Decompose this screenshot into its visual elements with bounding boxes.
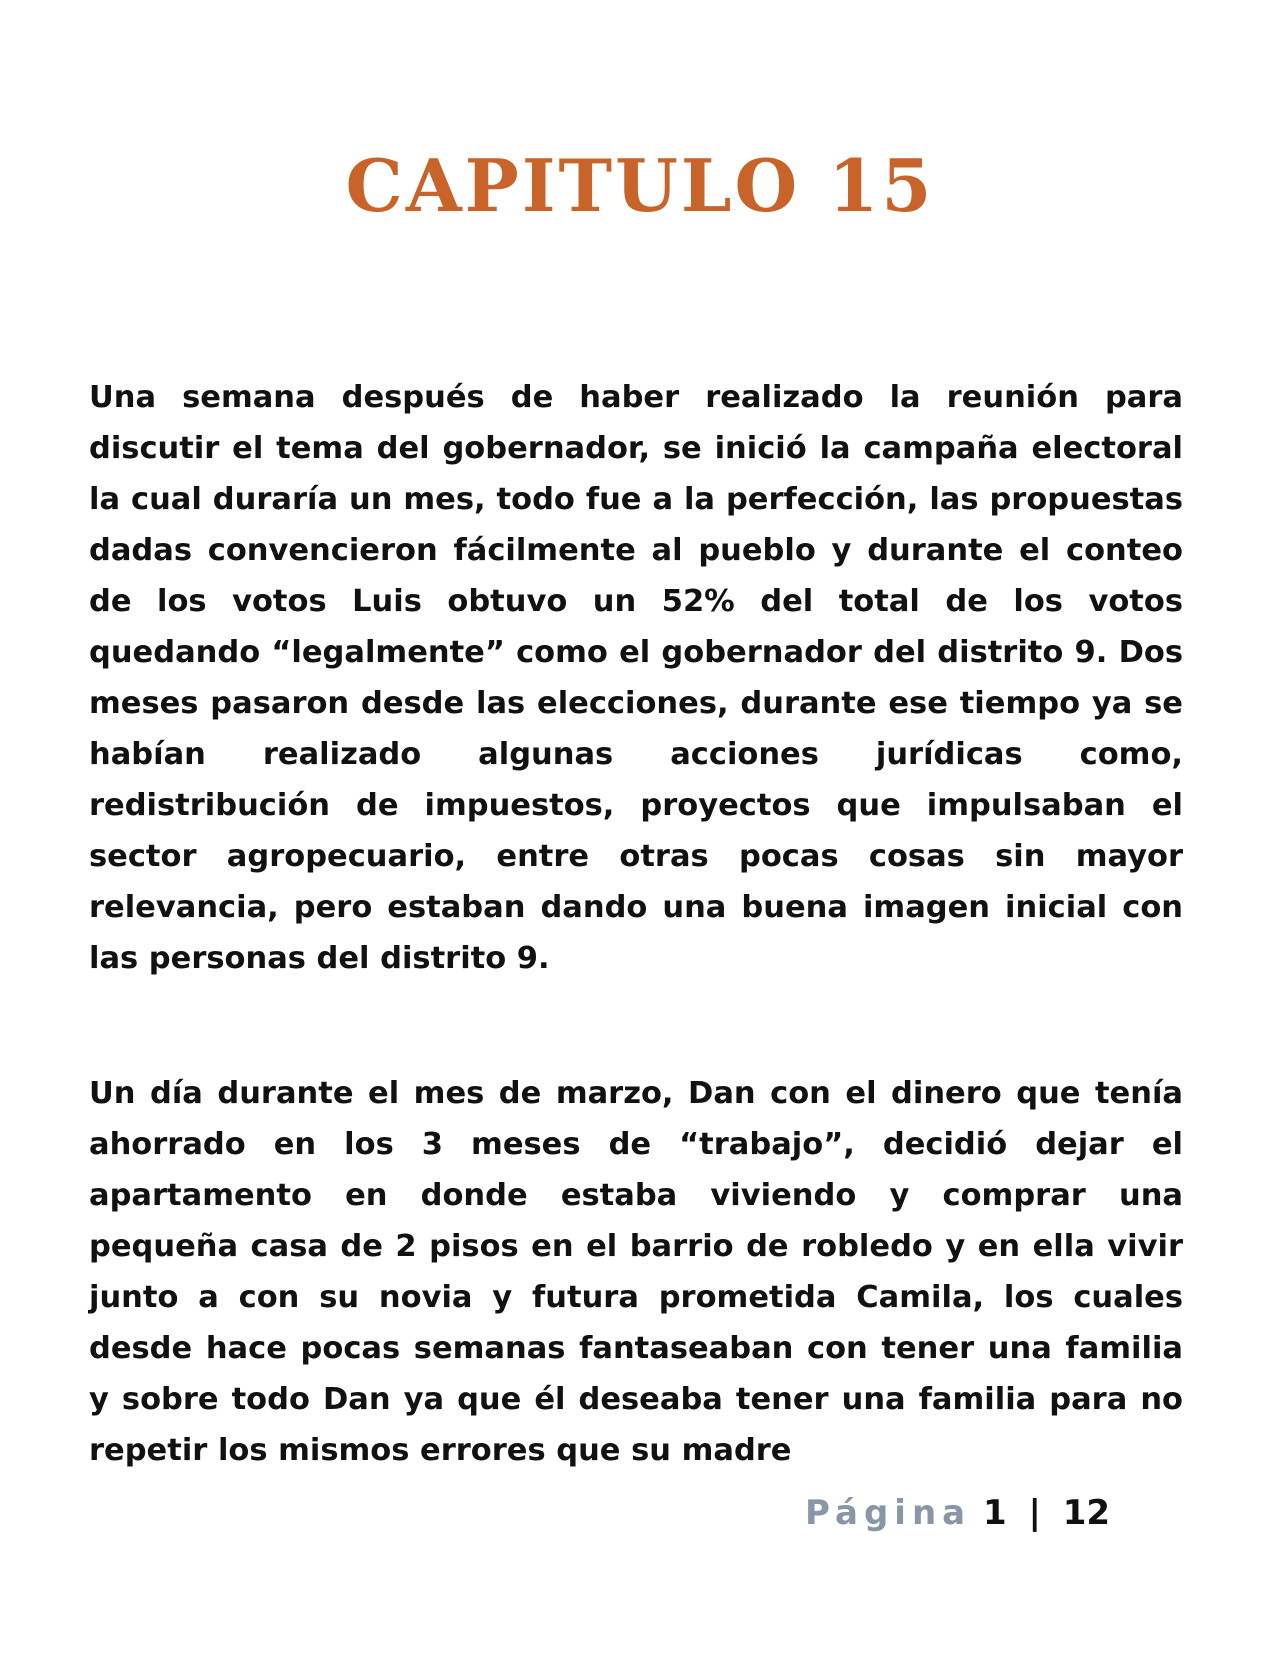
paragraph-2: Un día durante el mes de marzo, Dan con el dinero que tenía ahorrado en los 3 meses de “trabajo”, decidió dejar el apartamento en donde estaba viviendo y comprar una pequeña casa de 2 pisos en el barrio de robledo y en ella vivir junto a con su novia y futura prometida Camila, los cuales desde hace pocas semanas fantaseaban con tener una familia y sobre todo Dan ya que él deseaba tener una familia para no repetir los mismos errores que su madre: [89, 1076, 1183, 1468]
page-label: Página: [805, 1493, 972, 1533]
page-number-footer: [805, 1493, 1111, 1533]
chapter-title: CAPITULO 15: [345, 143, 935, 228]
paragraph-1: Una semana después de haber realizado la reunión para discutir el tema del gobernador, se inició la campaña electoral la cual duraría un mes, todo fue a la perfección, las propuestas dadas convencieron fácilmente al pueblo y durante el conteo de los votos Luis obtuvo un 52% del total de los votos quedando “legalmente” como el gobernador del distrito 9. Dos meses pasaron desde las elecciones, durante ese tiempo ya se habían realizado algunas acciones jurídicas como, redistribución de impuestos, proyectos que impulsaban el sector agropecuario, entre otras pocas cosas sin mayor relevancia, pero estaban dando una buena imagen inicial con las personas del distrito 9.: [89, 380, 1183, 976]
current-page-number: 1: [982, 1493, 1007, 1533]
total-pages-number: 12: [1062, 1493, 1111, 1533]
page-separator: |: [1028, 1493, 1041, 1533]
